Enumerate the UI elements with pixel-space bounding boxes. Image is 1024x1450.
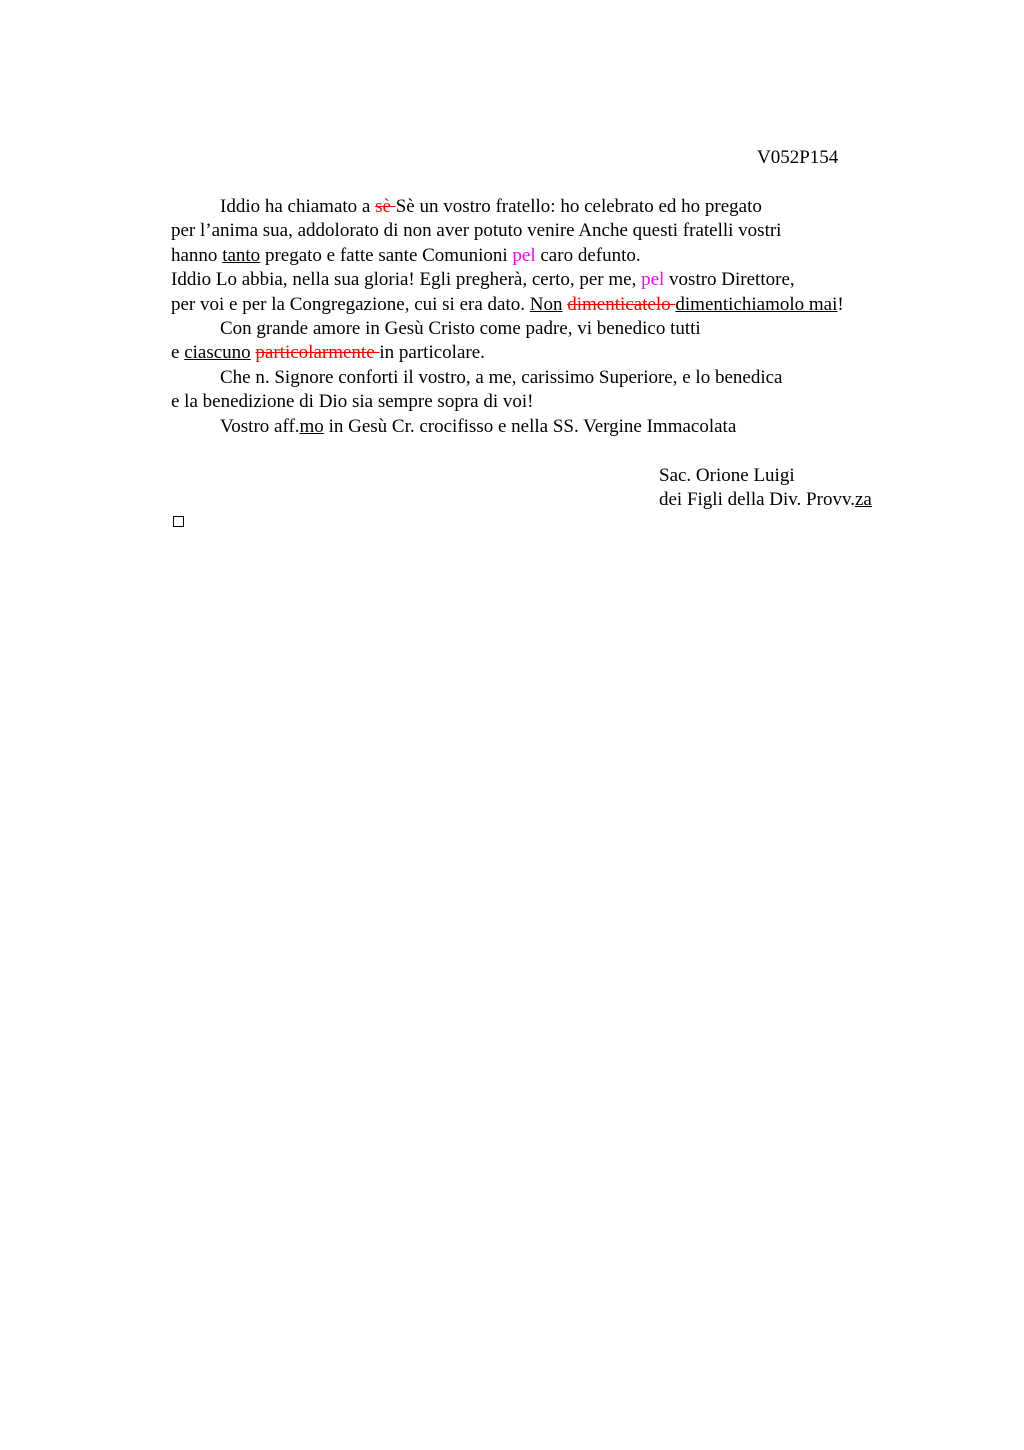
checkbox-square-icon <box>173 516 184 527</box>
deleted-text: particolarmente <box>255 342 380 364</box>
underlined-text: dimentichiamolo mai <box>675 293 838 315</box>
letter-line-1 <box>171 195 931 219</box>
text-segment: Sè un vostro fratello: ho celebrato ed ho pregato <box>395 196 762 217</box>
underlined-text: za <box>854 489 872 511</box>
letter-line-10 <box>171 415 931 439</box>
text-segment: per voi e per la Congregazione, cui si era dato. <box>171 293 530 315</box>
underlined-text: mo <box>299 415 324 437</box>
text-segment: in particolare. <box>379 342 485 364</box>
text-segment: in Gesù Cr. crocifisso e nella SS. Vergine Immacolata <box>323 415 737 437</box>
signature-name: Sac. Orione Luigi <box>659 465 795 486</box>
letter-line-5 <box>171 293 931 317</box>
signature-title <box>659 488 872 512</box>
text-segment: Che n. Signore conforti il vostro, a me, carissimo Superiore, e lo benedica <box>220 366 783 388</box>
text-segment: pregato e fatte sante Comunioni <box>260 244 513 266</box>
inserted-text: pel <box>641 269 665 291</box>
letter-line-7 <box>171 341 931 365</box>
inserted-text: pel <box>512 244 536 266</box>
underlined-text: ciascuno <box>184 342 251 364</box>
deleted-text: dimenticatelo <box>567 293 676 315</box>
text-segment: hanno <box>171 244 223 266</box>
letter-line-3 <box>171 244 931 268</box>
underlined-text: Non <box>529 293 563 315</box>
text-segment: dei Figli della Div. Provv. <box>659 489 855 511</box>
text-segment: per l’anima sua, addolorato di non aver potuto venire Anche questi fratelli vostri <box>171 220 782 242</box>
text-segment: ! <box>837 293 844 315</box>
letter-line-6 <box>171 317 931 341</box>
text-segment: e la benedizione di Dio sia sempre sopra di voi! <box>171 391 534 413</box>
underlined-text: tanto <box>222 244 261 266</box>
letter-line-2 <box>171 219 931 243</box>
text-segment: Vostro aff. <box>220 415 300 437</box>
text-segment: Iddio ha chiamato a <box>220 196 376 217</box>
letter-body <box>171 195 931 439</box>
text-segment: Iddio Lo abbia, nella sua gloria! Egli pregherà, certo, per me, <box>171 269 642 291</box>
letter-line-9 <box>171 390 931 414</box>
text-segment: e <box>171 342 185 364</box>
letter-line-4 <box>171 268 931 292</box>
deleted-text: sè <box>375 196 396 217</box>
text-segment: vostro Direttore, <box>664 269 795 291</box>
signature-block <box>659 464 872 513</box>
text-segment: caro defunto. <box>535 244 641 266</box>
text-segment: Con grande amore in Gesù Cristo come padre, vi benedico tutti <box>220 317 701 339</box>
letter-line-8 <box>171 366 931 390</box>
document-id-label: V052P154 <box>757 147 839 168</box>
